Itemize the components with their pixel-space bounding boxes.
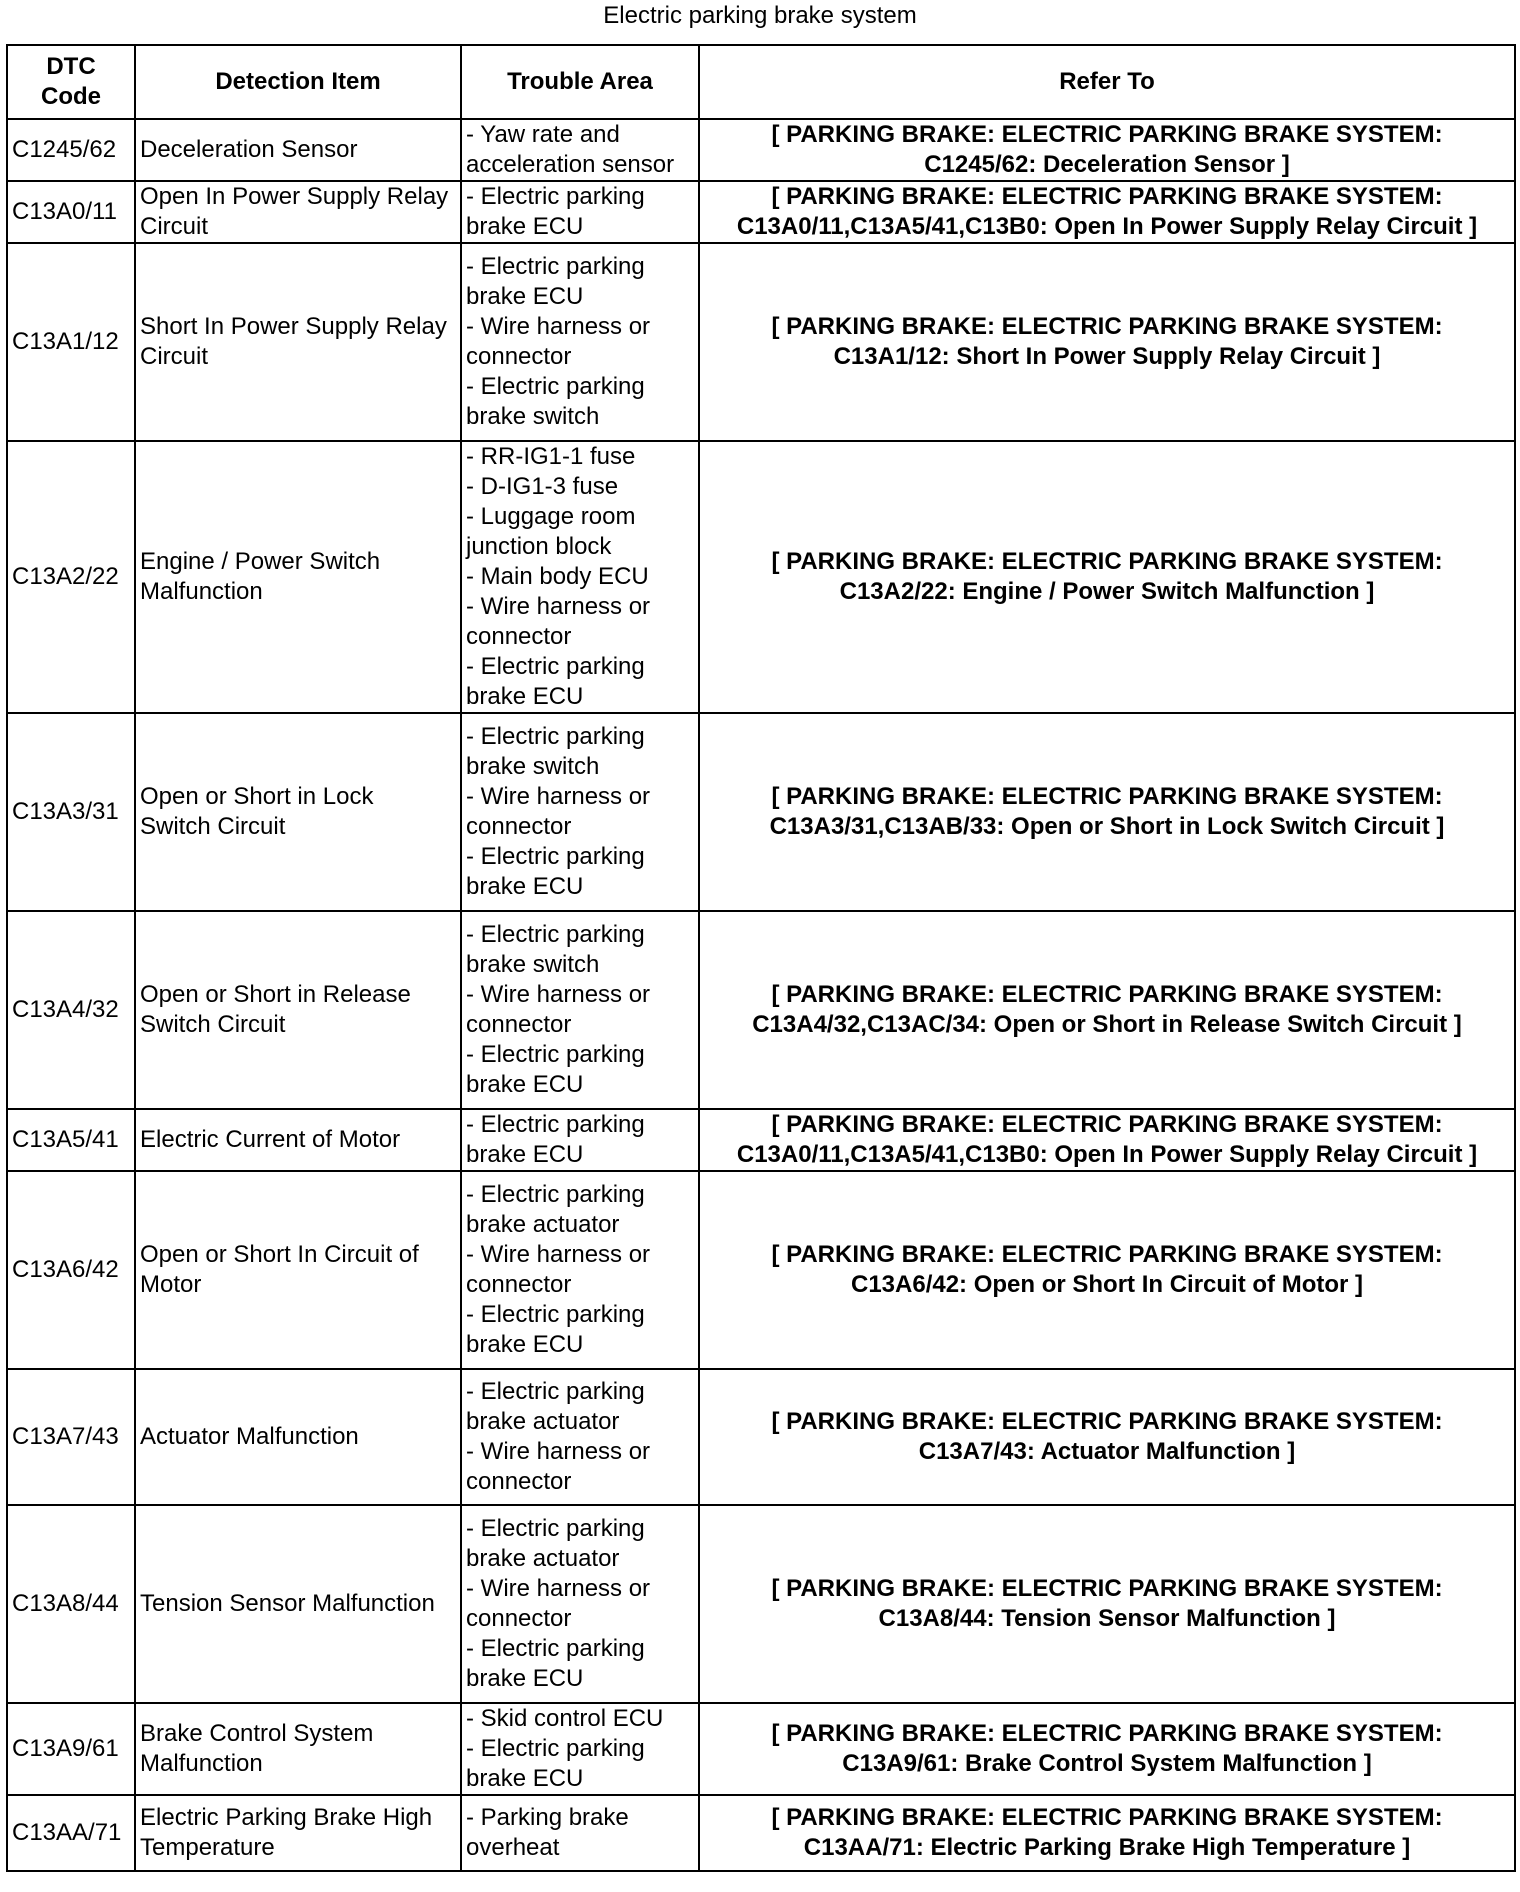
trouble-area-line: - Luggage room xyxy=(466,503,636,530)
refer-to-cell xyxy=(699,1109,1515,1171)
trouble-area-cell xyxy=(461,1505,699,1703)
detection-item-cell: Actuator Malfunction xyxy=(135,1369,461,1505)
table-row xyxy=(7,911,1515,1109)
trouble-area-cell xyxy=(461,441,699,713)
trouble-area-line: connector xyxy=(466,813,572,840)
trouble-area-line: connector xyxy=(466,1011,572,1038)
refer-to-link-text: [ PARKING BRAKE: ELECTRIC PARKING BRAKE SYSTEM: xyxy=(771,1804,1443,1831)
refer-to-link-text: [ PARKING BRAKE: ELECTRIC PARKING BRAKE SYSTEM: xyxy=(771,1720,1443,1747)
refer-to-link-text: C13A1/12: Short In Power Supply Relay Circuit ] xyxy=(833,343,1381,370)
dtc-code-cell: C13A7/43 xyxy=(7,1369,135,1505)
detection-item-cell: Deceleration Sensor xyxy=(135,119,461,181)
trouble-area-line: - Electric parking xyxy=(466,1111,645,1138)
header-row xyxy=(7,45,1515,119)
trouble-area-line: connector xyxy=(466,623,572,650)
refer-to-link-text: [ PARKING BRAKE: ELECTRIC PARKING BRAKE SYSTEM: xyxy=(771,1575,1443,1602)
table-row xyxy=(7,713,1515,911)
trouble-area-line: - Wire harness or xyxy=(466,593,651,620)
detection-item-cell: Engine / Power Switch Malfunction xyxy=(135,441,461,713)
refer-to-link-text: [ PARKING BRAKE: ELECTRIC PARKING BRAKE SYSTEM: xyxy=(771,121,1443,148)
trouble-area-line: brake ECU xyxy=(466,1665,584,1692)
table-row xyxy=(7,119,1515,181)
trouble-area-line: - Electric parking xyxy=(466,653,645,680)
dtc-code-cell: C13A0/11 xyxy=(7,181,135,243)
detection-item-cell: Open or Short in Release Switch Circuit xyxy=(135,911,461,1109)
trouble-area-line: - Electric parking xyxy=(466,1635,645,1662)
table-row xyxy=(7,1109,1515,1171)
refer-to-link-text: [ PARKING BRAKE: ELECTRIC PARKING BRAKE SYSTEM: xyxy=(771,1111,1443,1138)
table-row xyxy=(7,1171,1515,1369)
refer-to-link-text: [ PARKING BRAKE: ELECTRIC PARKING BRAKE SYSTEM: xyxy=(771,981,1443,1008)
detection-item-cell: Electric Current of Motor xyxy=(135,1109,461,1171)
trouble-area-line: brake ECU xyxy=(466,1331,584,1358)
dtc-code-cell: C13A5/41 xyxy=(7,1109,135,1171)
dtc-code-cell: C13A9/61 xyxy=(7,1703,135,1795)
dtc-code-cell: C13A6/42 xyxy=(7,1171,135,1369)
trouble-area-line: brake ECU xyxy=(466,213,584,240)
table-header xyxy=(7,45,1515,119)
trouble-area-line: overheat xyxy=(466,1834,560,1861)
trouble-area-line: - Electric parking xyxy=(466,1378,645,1405)
refer-to-cell xyxy=(699,1795,1515,1871)
refer-to-link-text: C13A6/42: Open or Short In Circuit of Motor ] xyxy=(850,1271,1364,1298)
refer-to-cell xyxy=(699,1369,1515,1505)
header-refer-to: Refer To xyxy=(699,45,1515,119)
trouble-area-line: brake switch xyxy=(466,753,600,780)
table-row xyxy=(7,441,1515,713)
trouble-area-line: - RR-IG1-1 fuse xyxy=(466,443,636,470)
trouble-area-cell xyxy=(461,1109,699,1171)
refer-to-cell xyxy=(699,441,1515,713)
trouble-area-line: - Electric parking xyxy=(466,183,645,210)
trouble-area-cell xyxy=(461,1369,699,1505)
trouble-area-cell xyxy=(461,243,699,441)
trouble-area-cell xyxy=(461,181,699,243)
refer-to-cell xyxy=(699,713,1515,911)
trouble-area-cell xyxy=(461,911,699,1109)
trouble-area-line: - Electric parking xyxy=(466,723,645,750)
trouble-area-line: - Electric parking xyxy=(466,1515,645,1542)
trouble-area-line: - Wire harness or xyxy=(466,1438,651,1465)
trouble-area-cell xyxy=(461,119,699,181)
detection-item-cell: Open In Power Supply Relay Circuit xyxy=(135,181,461,243)
refer-to-cell xyxy=(699,1703,1515,1795)
refer-to-link-text: C13A0/11,C13A5/41,C13B0: Open In Power Supply Relay Circuit ] xyxy=(736,1141,1478,1168)
refer-to-link-text: C13A9/61: Brake Control System Malfunction ] xyxy=(842,1750,1372,1777)
table-row xyxy=(7,1703,1515,1795)
trouble-area-line: - Electric parking xyxy=(466,1301,645,1328)
dtc-code-cell: C1245/62 xyxy=(7,119,135,181)
table-row xyxy=(7,1369,1515,1505)
trouble-area-line: - Wire harness or xyxy=(466,981,651,1008)
trouble-area-line: brake actuator xyxy=(466,1545,620,1572)
trouble-area-line: brake ECU xyxy=(466,873,584,900)
trouble-area-line: brake ECU xyxy=(466,1141,584,1168)
header-trouble-area: Trouble Area xyxy=(461,45,699,119)
trouble-area-line: - D-IG1-3 fuse xyxy=(466,473,619,500)
header-dtc-code-line: DTC xyxy=(46,53,96,80)
refer-to-cell xyxy=(699,1505,1515,1703)
refer-to-link-text: C13A3/31,C13AB/33: Open or Short in Lock Switch Circuit ] xyxy=(769,813,1445,840)
trouble-area-line: - Electric parking xyxy=(466,253,645,280)
refer-to-link-text: C13AA/71: Electric Parking Brake High Temperature ] xyxy=(803,1834,1411,1861)
trouble-area-line: connector xyxy=(466,1271,572,1298)
trouble-area-line: - Electric parking xyxy=(466,1041,645,1068)
trouble-area-line: - Electric parking xyxy=(466,921,645,948)
refer-to-cell xyxy=(699,243,1515,441)
refer-to-link-text: C13A7/43: Actuator Malfunction ] xyxy=(918,1438,1296,1465)
detection-item-cell: Open or Short in Lock Switch Circuit xyxy=(135,713,461,911)
refer-to-cell xyxy=(699,181,1515,243)
refer-to-link-text: C13A2/22: Engine / Power Switch Malfunction ] xyxy=(839,578,1375,605)
trouble-area-cell xyxy=(461,713,699,911)
trouble-area-line: - Skid control ECU xyxy=(466,1705,664,1732)
trouble-area-line: brake switch xyxy=(466,403,600,430)
table-row xyxy=(7,1505,1515,1703)
trouble-area-line: - Electric parking xyxy=(466,1181,645,1208)
document-title: Electric parking brake system xyxy=(603,2,917,29)
trouble-area-line: junction block xyxy=(466,533,612,560)
refer-to-link-text: [ PARKING BRAKE: ELECTRIC PARKING BRAKE SYSTEM: xyxy=(771,1241,1443,1268)
detection-item-cell: Tension Sensor Malfunction xyxy=(135,1505,461,1703)
trouble-area-line: brake ECU xyxy=(466,1071,584,1098)
trouble-area-line: connector xyxy=(466,1605,572,1632)
trouble-area-cell xyxy=(461,1171,699,1369)
refer-to-link-text: [ PARKING BRAKE: ELECTRIC PARKING BRAKE SYSTEM: xyxy=(771,1408,1443,1435)
trouble-area-line: - Parking brake xyxy=(466,1804,629,1831)
detection-item-cell: Open or Short In Circuit of Motor xyxy=(135,1171,461,1369)
trouble-area-line: - Wire harness or xyxy=(466,783,651,810)
header-dtc-code-line: Code xyxy=(41,83,101,110)
trouble-area-line: acceleration sensor xyxy=(466,151,675,178)
trouble-area-line: - Wire harness or xyxy=(466,1241,651,1268)
table-row xyxy=(7,243,1515,441)
trouble-area-line: brake switch xyxy=(466,951,600,978)
refer-to-link-text: [ PARKING BRAKE: ELECTRIC PARKING BRAKE SYSTEM: xyxy=(771,783,1443,810)
refer-to-link-text: C1245/62: Deceleration Sensor ] xyxy=(924,151,1290,178)
trouble-area-line: brake actuator xyxy=(466,1211,620,1238)
trouble-area-line: - Wire harness or xyxy=(466,1575,651,1602)
trouble-area-line: brake ECU xyxy=(466,1765,584,1792)
header-detection-item: Detection Item xyxy=(135,45,461,119)
dtc-table xyxy=(6,44,1516,1872)
dtc-code-cell: C13A3/31 xyxy=(7,713,135,911)
dtc-code-cell: C13A1/12 xyxy=(7,243,135,441)
refer-to-cell xyxy=(699,119,1515,181)
trouble-area-line: brake actuator xyxy=(466,1408,620,1435)
detection-item-cell: Electric Parking Brake High Temperature xyxy=(135,1795,461,1871)
table-row xyxy=(7,181,1515,243)
trouble-area-line: brake ECU xyxy=(466,683,584,710)
trouble-area-cell xyxy=(461,1703,699,1795)
refer-to-link-text: C13A0/11,C13A5/41,C13B0: Open In Power Supply Relay Circuit ] xyxy=(736,213,1478,240)
dtc-code-cell: C13A4/32 xyxy=(7,911,135,1109)
trouble-area-line: - Main body ECU xyxy=(466,563,649,590)
header-dtc-code xyxy=(7,45,135,119)
refer-to-link-text: [ PARKING BRAKE: ELECTRIC PARKING BRAKE SYSTEM: xyxy=(771,183,1443,210)
refer-to-link-text: [ PARKING BRAKE: ELECTRIC PARKING BRAKE SYSTEM: xyxy=(771,313,1443,340)
table-row xyxy=(7,1795,1515,1871)
refer-to-link-text: C13A8/44: Tension Sensor Malfunction ] xyxy=(878,1605,1336,1632)
trouble-area-line: connector xyxy=(466,1468,572,1495)
trouble-area-line: connector xyxy=(466,343,572,370)
trouble-area-line: - Electric parking xyxy=(466,373,645,400)
detection-item-cell: Short In Power Supply Relay Circuit xyxy=(135,243,461,441)
table-body xyxy=(7,119,1515,1871)
refer-to-link-text: [ PARKING BRAKE: ELECTRIC PARKING BRAKE SYSTEM: xyxy=(771,548,1443,575)
dtc-code-cell: C13A2/22 xyxy=(7,441,135,713)
dtc-code-cell: C13A8/44 xyxy=(7,1505,135,1703)
trouble-area-line: - Electric parking xyxy=(466,843,645,870)
refer-to-link-text: C13A4/32,C13AC/34: Open or Short in Release Switch Circuit ] xyxy=(752,1011,1462,1038)
refer-to-cell xyxy=(699,1171,1515,1369)
refer-to-cell xyxy=(699,911,1515,1109)
trouble-area-line: brake ECU xyxy=(466,283,584,310)
trouble-area-line: - Wire harness or xyxy=(466,313,651,340)
trouble-area-line: - Yaw rate and xyxy=(466,121,620,148)
dtc-code-cell: C13AA/71 xyxy=(7,1795,135,1871)
trouble-area-cell xyxy=(461,1795,699,1871)
trouble-area-line: - Electric parking xyxy=(466,1735,645,1762)
detection-item-cell: Brake Control System Malfunction xyxy=(135,1703,461,1795)
